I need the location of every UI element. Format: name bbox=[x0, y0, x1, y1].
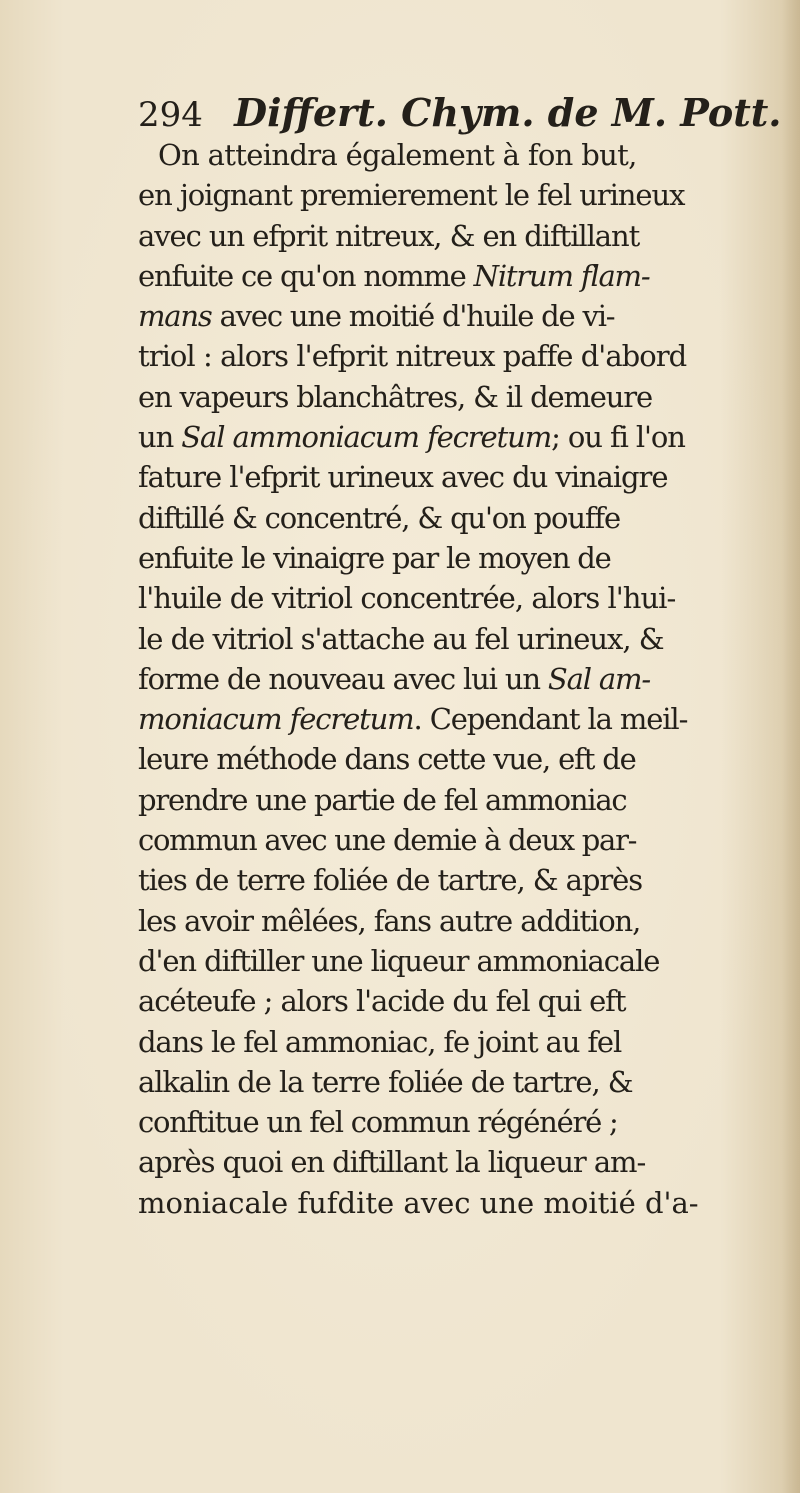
text-line: le de vitriol s'attache au fel urineux, & bbox=[138, 621, 664, 656]
text-line: acéteufe ; alors l'acide du fel qui eft bbox=[138, 984, 626, 1019]
text-line: triol : alors l'efprit nitreux paffe d'abord bbox=[138, 339, 687, 374]
text-line: d'en diftiller une liqueur ammoniacale bbox=[138, 943, 660, 978]
running-title: Differt. Chym. de M. Pott. bbox=[234, 90, 782, 135]
text-line: prendre une partie de fel ammoniac bbox=[138, 782, 627, 817]
text-line: moniacale fufdite avec une moitié d'a- bbox=[138, 1185, 699, 1220]
text-line: On atteindra également à fon but, bbox=[158, 138, 637, 172]
text-line: un Sal ammoniacum fecretum; ou fi l'on bbox=[138, 420, 685, 455]
text-line: diftillé & concentré, & qu'on pouffe bbox=[138, 500, 620, 535]
text-line: alkalin de la terre foliée de tartre, & bbox=[138, 1064, 633, 1099]
text-line: l'huile de vitriol concentrée, alors l'hui- bbox=[138, 581, 676, 616]
text-line: en joignant premierement le fel urineux bbox=[138, 178, 685, 213]
text-line: conftitue un fel commun régénéré ; bbox=[138, 1105, 618, 1140]
text-line: enfuite le vinaigre par le moyen de bbox=[138, 540, 611, 575]
text-line: forme de nouveau avec lui un Sal am- bbox=[138, 661, 650, 696]
text-line: les avoir mêlées, fans autre addition, bbox=[138, 903, 641, 938]
text-line: moniacum fecretum. Cependant la meil- bbox=[138, 702, 688, 737]
text-line: après quoi en diftillant la liqueur am- bbox=[138, 1145, 646, 1180]
text-line: dans le fel ammoniac, fe joint au fel bbox=[138, 1024, 622, 1059]
page-number: 294 bbox=[138, 95, 203, 135]
text-line: avec un efprit nitreux, & en diftillant bbox=[138, 218, 640, 253]
running-header bbox=[138, 90, 782, 140]
text-line: leure méthode dans cette vue, eft de bbox=[138, 742, 636, 777]
text-line: ties de terre foliée de tartre, & après bbox=[138, 863, 643, 898]
text-line: fature l'efprit urineux avec du vinaigre bbox=[138, 460, 668, 495]
text-line: mans avec une moitié d'huile de vi- bbox=[138, 299, 615, 334]
text-line: en vapeurs blanchâtres, & il demeure bbox=[138, 379, 652, 414]
text-line: commun avec une demie à deux par- bbox=[138, 823, 637, 858]
text-line: enfuite ce qu'on nomme Nitrum flam- bbox=[138, 258, 650, 293]
body-text bbox=[138, 135, 798, 1223]
